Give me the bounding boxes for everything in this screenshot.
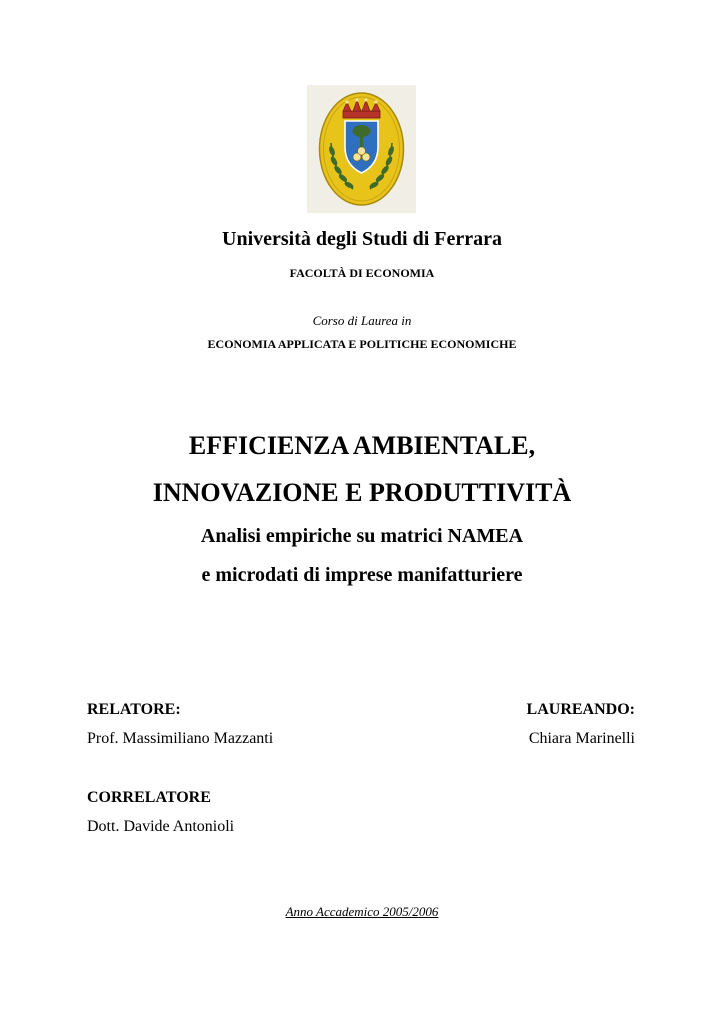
university-crest-image xyxy=(307,85,416,213)
crest-emblem xyxy=(307,85,416,213)
academic-year: Anno Accademico 2005/2006 xyxy=(285,904,439,919)
laureando-name: Chiara Marinelli xyxy=(528,730,635,747)
relatore-name: Prof. Massimiliano Mazzanti xyxy=(87,730,274,747)
relatore-label: RELATORE: xyxy=(87,701,181,718)
thesis-subtitle-line1: Analisi empiriche su matrici NAMEA xyxy=(200,525,524,547)
course-intro: Corso di Laurea in xyxy=(312,313,412,328)
university-name: Università degli Studi di Ferrara xyxy=(222,228,502,250)
thesis-subtitle-line2: e microdati di imprese manifatturiere xyxy=(201,564,523,586)
laureando-label: LAUREANDO: xyxy=(526,701,635,718)
thesis-title-line2: INNOVAZIONE E PRODUTTIVITÀ xyxy=(152,478,572,507)
course-name: ECONOMIA APPLICATA E POLITICHE ECONOMICHE xyxy=(207,337,517,351)
thesis-title-line1: EFFICIENZA AMBIENTALE, xyxy=(188,431,536,460)
faculty-name: FACOLTÀ DI ECONOMIA xyxy=(289,266,435,280)
correlatore-name: Dott. Davide Antonioli xyxy=(87,818,235,835)
correlatore-label: CORRELATORE xyxy=(87,789,211,806)
